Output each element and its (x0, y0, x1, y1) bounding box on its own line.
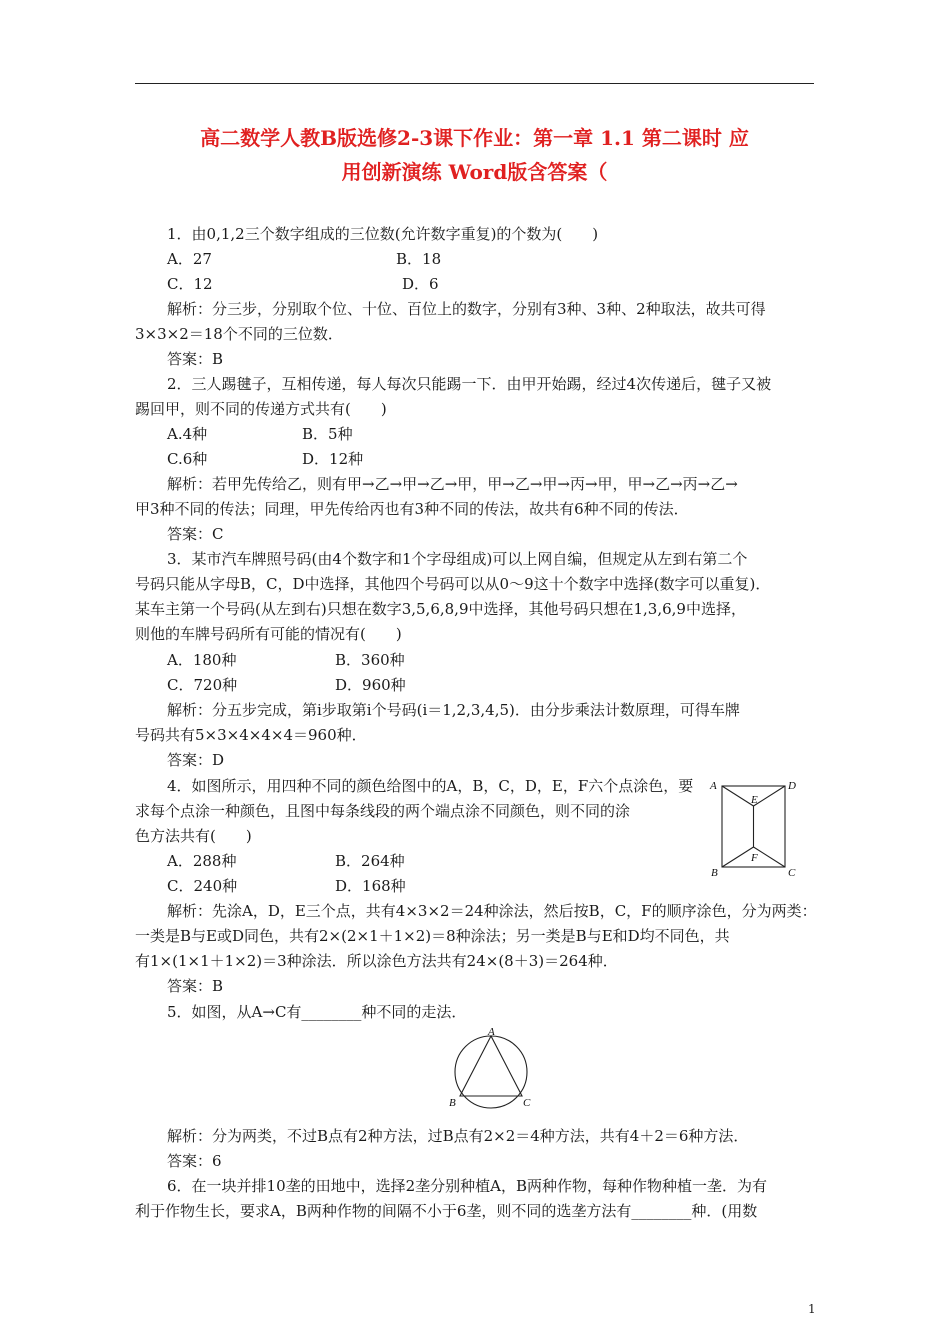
text-line: 2．三人踢毽子，互相传递，每人每次只能踢一下．由甲开始踢，经过4次传递后，毽子又被 (167, 375, 772, 393)
text-line: C．240种 (167, 877, 238, 895)
fig4-label-d: D (788, 780, 796, 792)
text-line: 答案：B (167, 350, 224, 368)
text-line: A．288种 (167, 852, 237, 870)
text-line: 解析：分三步，分别取个位、十位、百位上的数字，分别有3种、3种、2种取法，故共可得 (167, 300, 766, 318)
fig4-label-e: E (751, 794, 758, 806)
fig4-label-c: C (788, 867, 796, 879)
text-line: 3×3×2＝18个不同的三位数． (135, 325, 343, 343)
text-line: A．27 (167, 250, 212, 268)
text-line: 解析：若甲先传给乙，则有甲→乙→甲→乙→甲，甲→乙→甲→丙→甲，甲→乙→丙→乙→ (167, 475, 738, 493)
text-line: 某车主第一个号码(从左到右)只想在数字3,5,6,8,9中选择，其他号码只想在1,3,6,9中选择， (135, 600, 746, 618)
text-line: 利于作物生长，要求A，B两种作物的间隔不小于6垄，则不同的选垄方法有________种．(用数 (135, 1202, 758, 1220)
text-line: 则他的车牌号码所有可能的情况有( ) (135, 625, 402, 643)
text-line: C．720种 (167, 676, 238, 694)
text-line: A．180种 (167, 651, 237, 669)
fig5-label-a: A (488, 1026, 495, 1038)
document-title-line-1: 高二数学人教B版选修2-3课下作业：第一章 1.1 第二课时 应 (200, 126, 749, 150)
text-line: D．6 (402, 275, 439, 293)
text-line: 解析：先涂A，D，E三个点，共有4×3×2＝24种涂法，然后按B，C，F的顺序涂色，分为两类： (167, 902, 817, 920)
text-line: C．12 (167, 275, 213, 293)
text-line: 5．如图，从A→C有________种不同的走法． (167, 1003, 467, 1021)
text-line: 踢回甲，则不同的传递方式共有( ) (135, 400, 387, 418)
fig4-label-a: A (710, 780, 717, 792)
text-line: 4．如图所示，用四种不同的颜色给图中的A，B，C，D，E，F六个点涂色，要 (167, 777, 694, 795)
fig4-label-f: F (751, 852, 758, 864)
text-line: 号码只能从字母B，C，D中选择，其他四个号码可以从0～9这十个数字中选择(数字可以重复)． (135, 575, 771, 593)
text-line: A.4种 (167, 425, 208, 443)
text-line: C.6种 (167, 450, 208, 468)
text-line: 答案：D (167, 751, 225, 769)
text-line: 甲3种不同的传法；同理，甲先传给丙也有3种不同的传法，故共有6种不同的传法． (135, 500, 689, 518)
header-rule (135, 83, 814, 84)
text-line: 号码共有5×3×4×4×4＝960种． (135, 726, 367, 744)
fig5-label-c: C (523, 1097, 531, 1109)
text-line: 求每个点涂一种颜色，且图中每条线段的两个端点涂不同颜色，则不同的涂 (135, 802, 631, 820)
text-line: 答案：B (167, 977, 224, 995)
text-line: 一类是B与E或D同色，共有2×(2×1＋1×2)＝8种涂法；另一类是B与E和D均不同色，共 (135, 927, 730, 945)
text-line: 3．某市汽车牌照号码(由4个数字和1个字母组成)可以上网自编，但规定从左到右第二个 (167, 550, 748, 568)
text-line: 解析：分五步完成，第i步取第i个号码(i＝1,2,3,4,5)．由分步乘法计数原理，可得车牌 (167, 701, 740, 719)
page-number: 1 (808, 1302, 816, 1316)
text-line: 1．由0,1,2三个数字组成的三位数(允许数字重复)的个数为( ) (167, 225, 599, 243)
text-line: 有1×(1×1＋1×2)＝3种涂法．所以涂色方法共有24×(8＋3)＝264种． (135, 952, 618, 970)
text-line: 解析：分为两类，不过B点有2种方法，过B点有2×2＝4种方法，共有4＋2＝6种方法． (167, 1127, 749, 1145)
fig4-label-b: B (711, 867, 718, 879)
text-line: B．264种 (335, 852, 405, 870)
question-5-figure (443, 1026, 543, 1112)
text-line: D．960种 (335, 676, 406, 694)
text-line: B．5种 (302, 425, 353, 443)
text-line: B．18 (396, 250, 442, 268)
text-line: 答案：6 (167, 1152, 222, 1170)
text-line: D．12种 (302, 450, 364, 468)
text-line: 6．在一块并排10垄的田地中，选择2垄分别种植A，B两种作物，每种作物种植一垄．为有 (167, 1177, 768, 1195)
text-line: 色方法共有( ) (135, 827, 252, 845)
text-line: B．360种 (335, 651, 405, 669)
text-line: 答案：C (167, 525, 224, 543)
question-4-figure (705, 776, 805, 880)
fig5-label-b: B (449, 1097, 456, 1109)
document-title-line-2: 用创新演练 Word版含答案（ (341, 160, 608, 184)
text-line: D．168种 (335, 877, 406, 895)
